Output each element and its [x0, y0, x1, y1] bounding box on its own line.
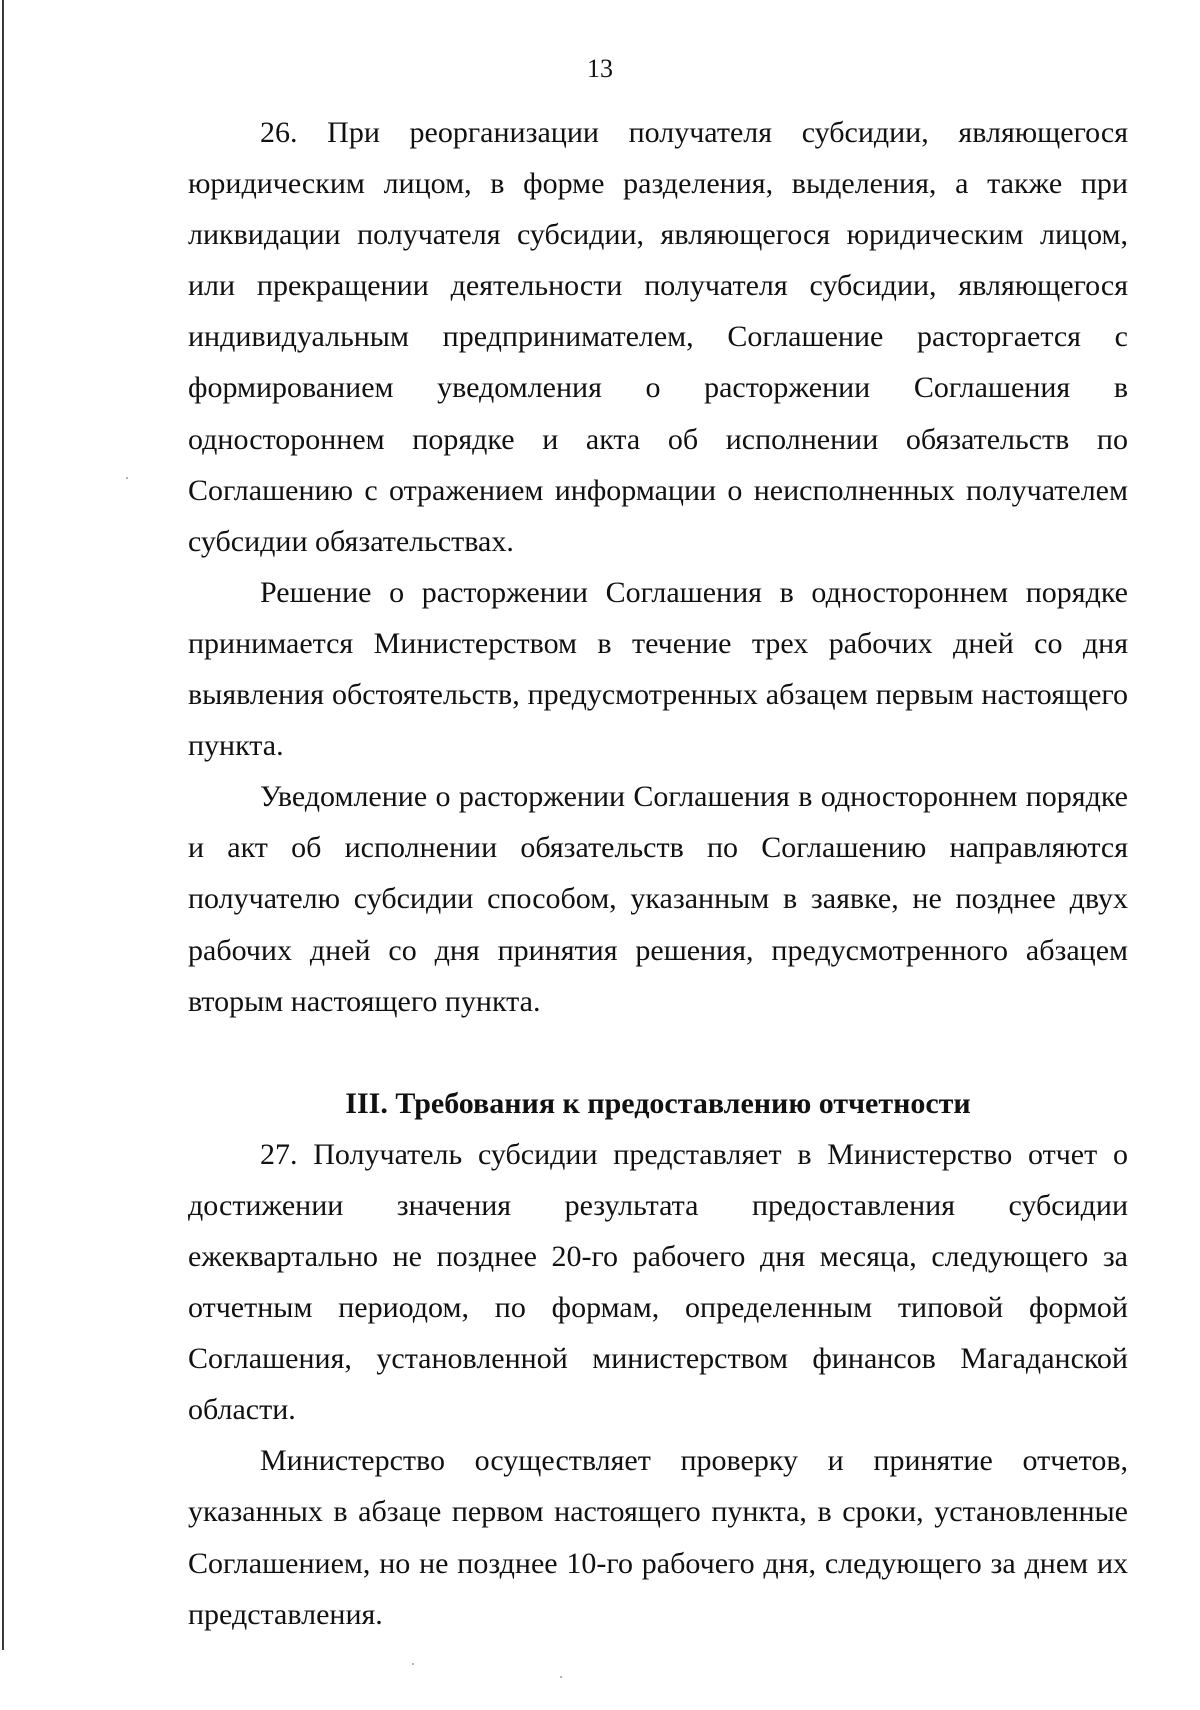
page-number: 13	[587, 54, 613, 83]
scan-edge-line	[2, 0, 4, 1650]
paragraph-26-decision: Решение о расторжении Соглашения в одностороннем порядке принимается Министерством в течение трех рабочих дней со дня выявления обстоятельств, предусмотренных абзацем первым настоящего пункта.	[188, 575, 1128, 763]
paragraph-26-main: 26. При реорганизации получателя субсидии, являющегося юридическим лицом, в форме разделения, выделения, а также при ликвидации получателя субсидии, являющегося юридическим лицом, или прекращении деятельности получателя субсидии, являющегося индивидуальным предпринимателем, Соглашение расторгается с формированием уведомления о расторжении Соглашения в одностороннем порядке и акта об исполнении обязательств по Соглашению с отражением информации о неисполненных получателем субсидии обязательствах.	[188, 116, 1128, 558]
section-heading: III. Требования к предоставлению отчетности	[345, 1086, 971, 1120]
paragraph-26-notice: Уведомление о расторжении Соглашения в одностороннем порядке и акт об исполнении обязательств по Соглашению направляются получателю субсидии способом, указанным в заявке, не позднее двух рабочих дней со дня принятия решения, предусмотренного абзацем вторым настоящего пункта.	[188, 780, 1128, 1018]
paragraph-27-review: Министерство осуществляет проверку и принятие отчетов, указанных в абзаце первом настоящего пункта, в сроки, установленные Соглашением, но не позднее 10-го рабочего дня, следующего за днем их представления.	[188, 1444, 1128, 1631]
scan-speck	[560, 1676, 562, 1678]
paragraph-27-main: 27. Получатель субсидии представляет в Министерство отчет о достижении значения результата предоставления субсидии ежеквартально не позднее 20-го рабочего дня месяца, следующего за отчетным периодом, по формам, определенным типовой формой Соглашения, установленной министерством финансов Магаданской области.	[188, 1137, 1128, 1427]
section-spacer	[188, 1027, 1128, 1078]
document-body	[188, 107, 1128, 1640]
scan-speck	[126, 477, 128, 479]
scan-speck	[412, 1663, 414, 1665]
